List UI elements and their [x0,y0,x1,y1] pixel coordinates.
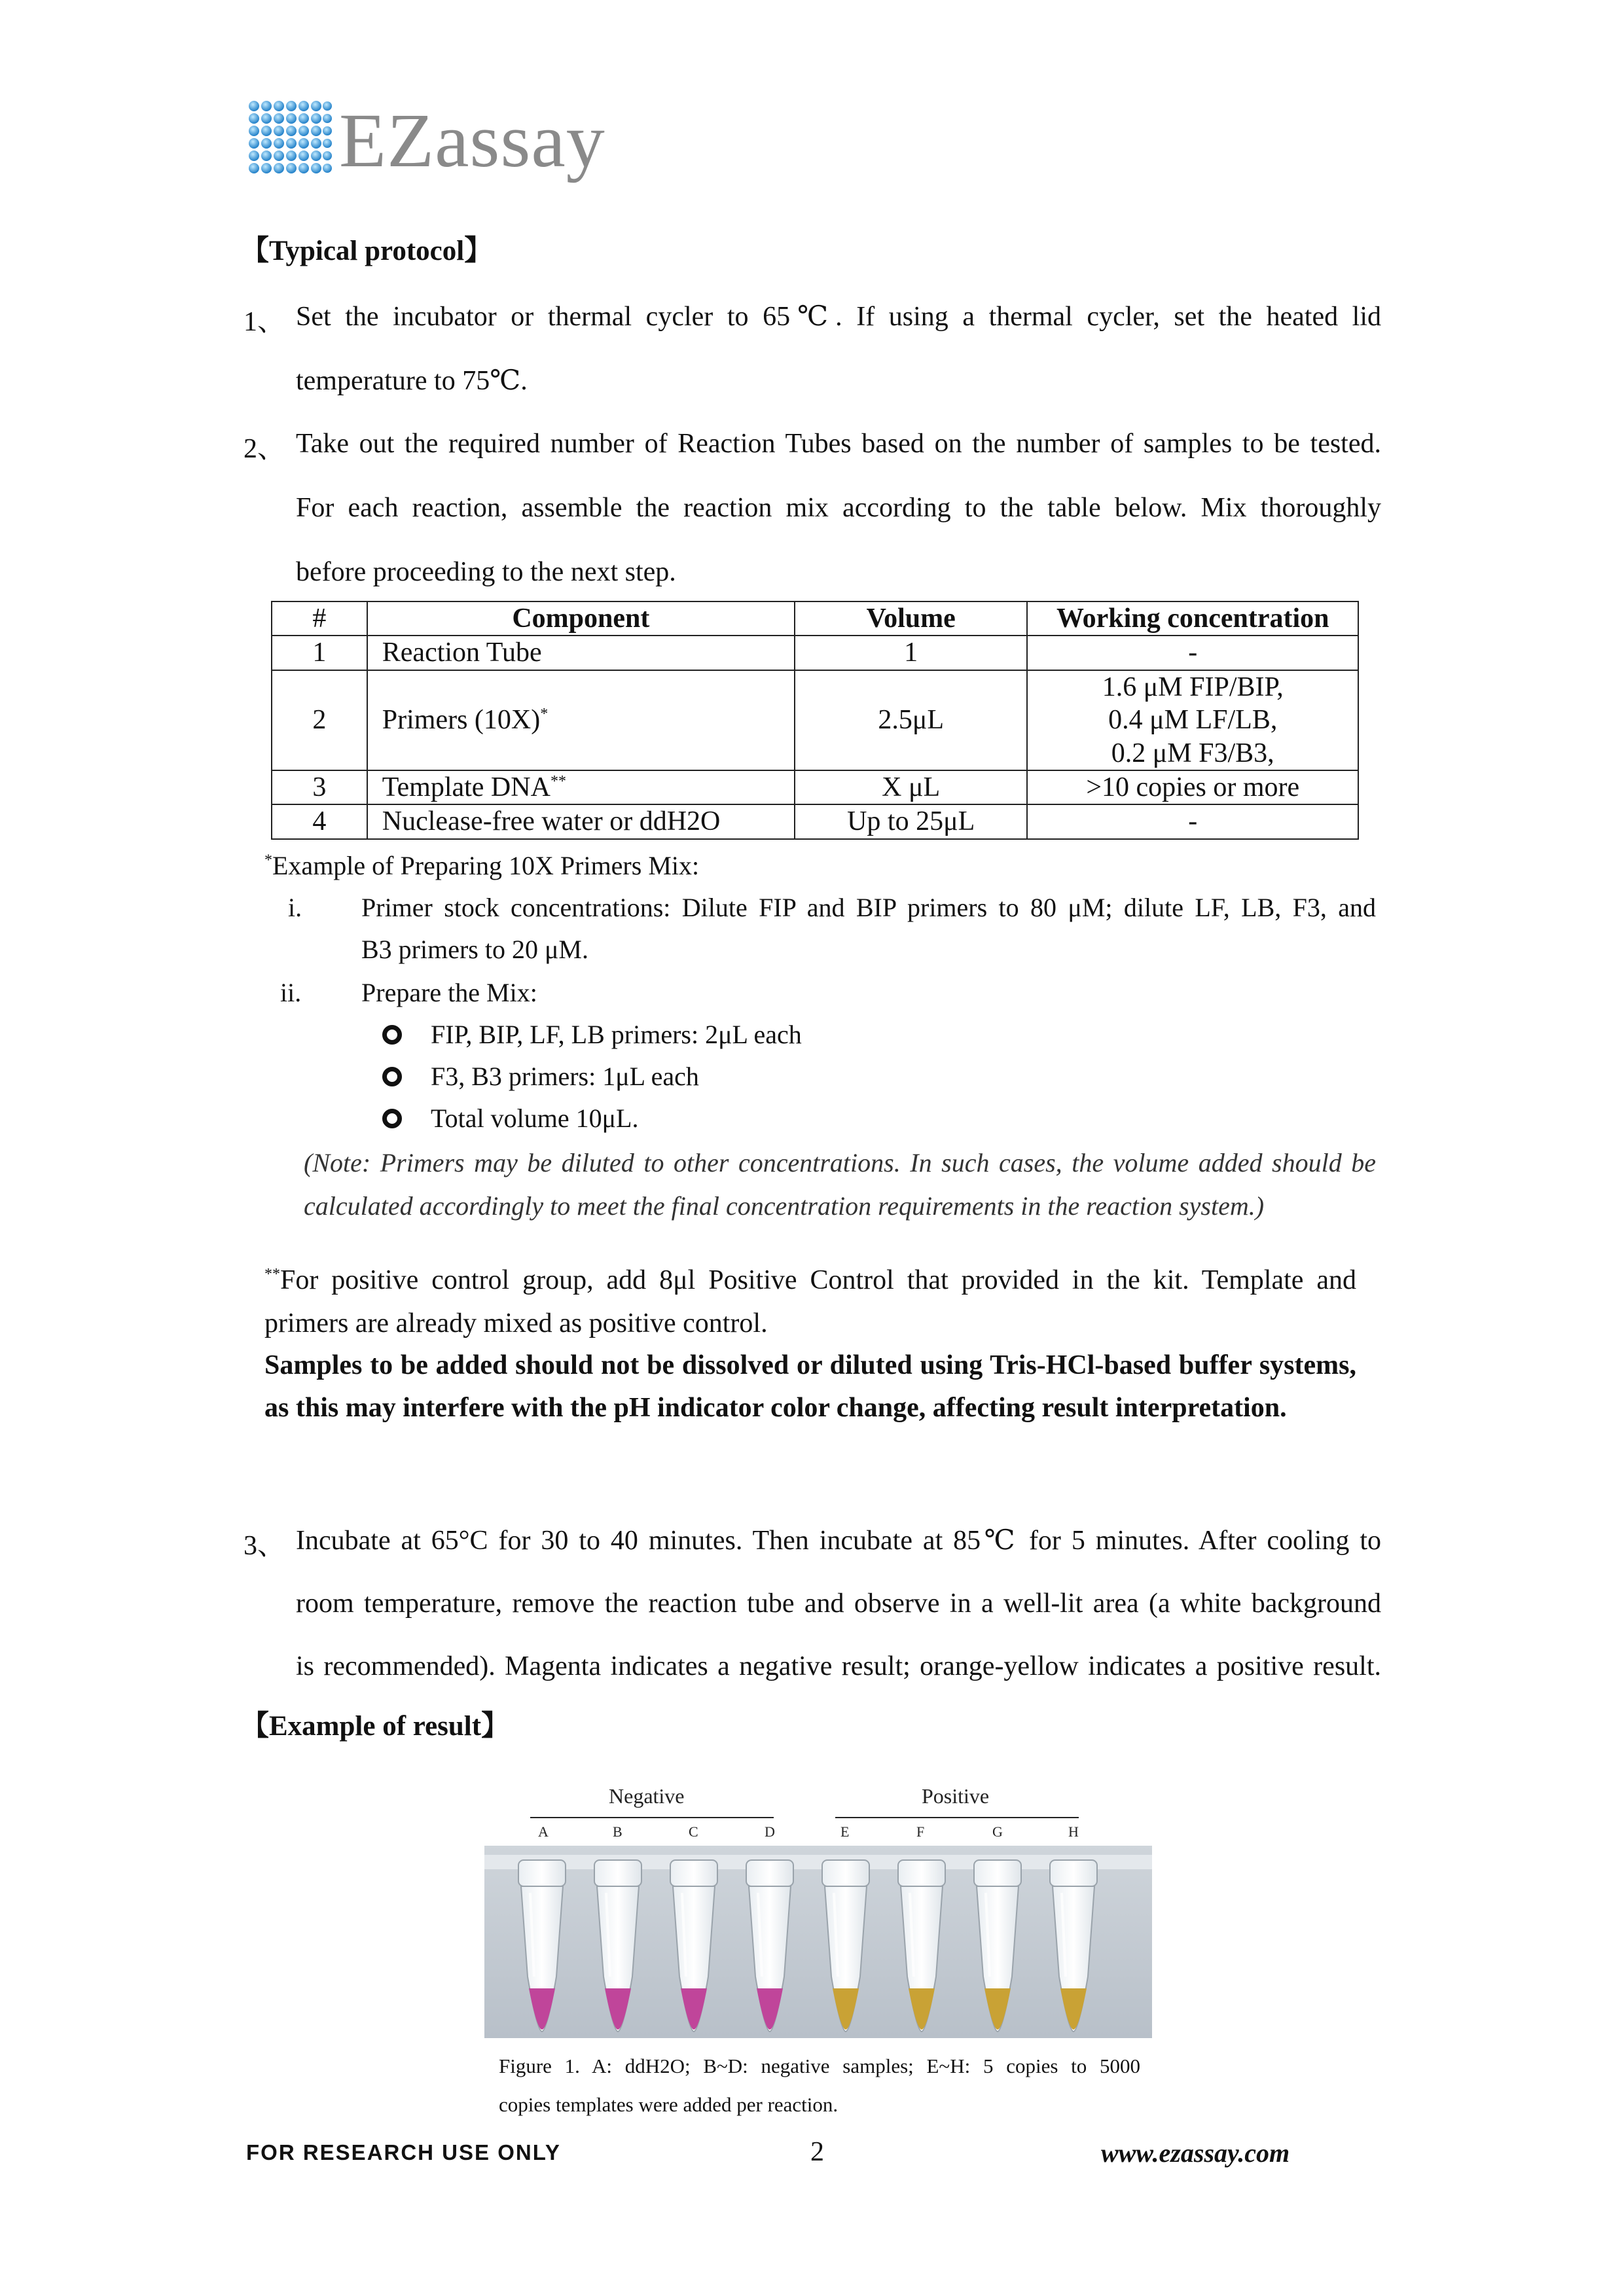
concentration-line: 0.2 μM F3/B3, [1111,738,1274,768]
footer-website-link[interactable]: www.ezassay.com [1101,2138,1290,2168]
logo-text: EZassay [339,98,605,183]
table-row [272,804,1358,838]
footer-research-use: FOR RESEARCH USE ONLY [246,2140,561,2164]
row-component [367,636,795,670]
concentration-line: 1.6 μM FIP/BIP, [1102,672,1284,702]
row-volume: 1 [795,636,1028,670]
bullet-text: F3, B3 primers: 1μL each [431,1062,699,1091]
step-2-line-3: before proceeding to the next step. [296,557,676,587]
example-i-line-1: Primer stock concentrations: Dilute FIP and BIP primers to 80 μM; dilute LF, LB, F3, and [361,893,1376,922]
table-row [272,670,1358,770]
lane-label: D [765,1823,775,1840]
tris-hcl-warning: Samples to be added should not be dissolved or diluted using Tris-HCl-based buffer systems, as this may interfere with the pH indicator color change, affecting result interpretation. [264,1350,1356,1424]
row-volume: 2.5μL [795,670,1028,770]
component-name: Primers (10X) [382,705,541,736]
row-concentration: - [1027,636,1358,670]
positive-bracket-line [835,1817,1079,1818]
step-2-line-2: For each reaction, assemble the reaction mix according to the table below. Mix thoroughly [296,493,1381,523]
step-3-line-1: Incubate at 65°C for 30 to 40 minutes. Then incubate at 85℃ for 5 minutes. After cooling to [296,1526,1381,1556]
example-title [264,850,699,882]
footnote-marker: * [264,852,272,869]
positive-label: Positive [922,1784,990,1808]
pcr-tubes-photo [484,1846,1152,2038]
reaction-mix-table [271,601,1359,840]
header-working-concentration: Working concentration [1027,601,1358,636]
step-2-number: 2、 [244,434,285,464]
row-number: 4 [272,804,367,838]
negative-bracket-line [530,1817,774,1818]
step-1-number: 1、 [244,307,285,337]
component-name: Reaction Tube [382,637,542,668]
example-ii-text: Prepare the Mix: [361,978,537,1007]
row-number: 2 [272,670,367,770]
step-3-number: 3、 [244,1531,285,1561]
positive-control-line-2: primers are already mixed as positive control. [264,1308,768,1338]
header-component: Component [367,601,795,636]
row-volume: X μL [795,770,1028,804]
footnote-marker: * [540,706,549,723]
bullet-item [382,1060,699,1093]
step-3-line-2: room temperature, remove the reaction tube and observe in a well-lit area (a white background [296,1588,1381,1619]
step-2-line-1: Take out the required number of Reaction Tubes based on the number of samples to be tested. [296,429,1381,459]
note-line-2: calculated accordingly to meet the final concentration requirements in the reaction system.) [304,1191,1265,1221]
row-concentration: - [1027,804,1358,838]
bullet-text: Total volume 10μL. [431,1103,639,1133]
bullet-item [382,1102,638,1135]
caption-line-1: Figure 1. A: ddH2O; B~D: negative samples; E~H: 5 copies to 5000 [499,2054,1140,2077]
lane-label: G [992,1823,1003,1840]
positive-control-line-1 [264,1263,1356,1298]
ring-bullet-icon [382,1109,402,1128]
footnote-marker: ** [264,1266,280,1283]
example-i-line-2: B3 primers to 20 μM. [361,935,588,964]
concentration-line: 0.4 μM LF/LB, [1108,705,1278,736]
logo-dots-icon [247,99,333,175]
component-name: Template DNA [382,772,550,802]
row-component [367,670,795,770]
step-1-line-2: temperature to 75℃. [296,366,528,396]
example-i-label: i. [288,893,302,922]
negative-label: Negative [609,1784,685,1808]
table-header-row [272,601,1358,636]
logo [247,97,640,188]
lane-label: E [840,1823,850,1840]
lane-label: B [613,1823,623,1840]
row-concentration [1027,670,1358,770]
row-component [367,770,795,804]
figure-caption [499,2047,1140,2125]
row-component [367,804,795,838]
table-row [272,636,1358,670]
component-name: Nuclease-free water or ddH2O [382,806,721,837]
lane-label: F [916,1823,925,1840]
lane-label: C [689,1823,698,1840]
example-title-text: Example of Preparing 10X Primers Mix: [272,851,700,880]
example-ii-label: ii. [280,978,302,1007]
step-1-line-1: Set the incubator or thermal cycler to 65℃. If using a thermal cycler, set the heated lid [296,302,1381,332]
ring-bullet-icon [382,1025,402,1045]
header-volume: Volume [795,601,1028,636]
bullet-text: FIP, BIP, LF, LB primers: 2μL each [431,1020,802,1049]
table-row [272,770,1358,804]
section-example-of-result: 【Example of result】 [241,1711,510,1742]
header-number: # [272,601,367,636]
result-figure [484,1780,1152,2116]
positive-control-text: For positive control group, add 8μl Positive Control that provided in the kit. Template and [280,1265,1356,1295]
note-line-1: (Note: Primers may be diluted to other concentrations. In such cases, the volume added should be [304,1148,1376,1177]
footnote-marker: ** [550,772,566,790]
lane-label: A [538,1823,549,1840]
row-number: 1 [272,636,367,670]
caption-line-2: copies templates were added per reaction. [499,2092,839,2116]
section-typical-protocol: 【Typical protocol】 [241,236,493,266]
ring-bullet-icon [382,1067,402,1086]
footer-page-number: 2 [810,2137,824,2167]
lane-label: H [1068,1823,1079,1840]
row-number: 3 [272,770,367,804]
bullet-item [382,1018,802,1051]
row-volume: Up to 25μL [795,804,1028,838]
step-3-line-3: is recommended). Magenta indicates a negative result; orange-yellow indicates a positive result. [296,1651,1381,1681]
row-concentration: >10 copies or more [1027,770,1358,804]
